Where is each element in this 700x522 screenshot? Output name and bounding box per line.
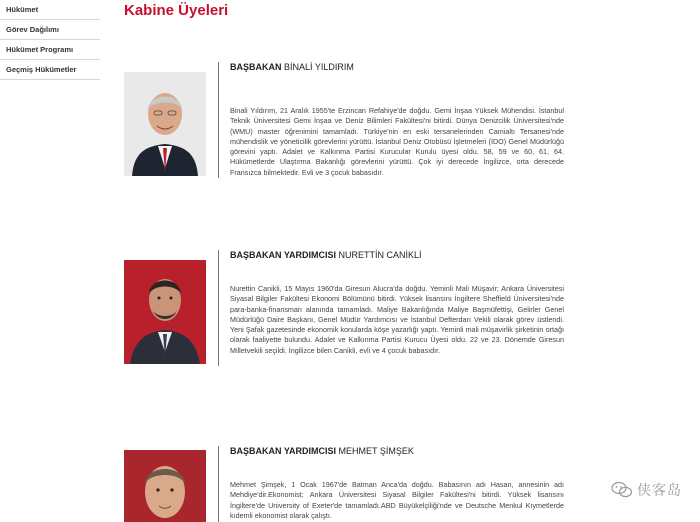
member-fullname: BİNALİ YILDIRIM	[284, 62, 354, 72]
member-fullname: MEHMET ŞİMŞEK	[338, 446, 414, 456]
watermark-text: 侠客岛	[637, 482, 682, 498]
member-bio: Binali Yıldırım, 21 Aralık 1955'te Erzincan Refahiye'de doğdu. Gemi İnşaa Yüksek Mühendisi. İstanbul Teknik Üniversitesi Gemi İnşaa ve Deniz Bilimleri Fakültesi'ni bitirdi. Dünya Denizcilik Üniversitesi'nde (WMU) master öğrenimini tamamladı. Türkiye'nin en eski tersanelerinden Camialtı Tersanesi'nde mühendislik ve yöneticilik görevlerini yürüttü. İstanbul Deniz Otobüsü İşletmeleri (İDO) Genel Müdürlüğü görevini yaptı. Adalet ve Kalkınma Partisi Kurucular Kurulu üyesi oldu. 58, 59 ve 60, 61, 64. Hükümetlerde Ulaştırma Bakanlığı görevlerini yürüttü. Çok iyi derecede İngilizce, orta derecede Fransızca bilmektedir. Evli ve 3 çocuk babasıdır.	[230, 106, 564, 177]
member-photo[interactable]	[124, 72, 206, 176]
sidebar-item-gorev-dagilimi[interactable]: Görev Dağılımı	[0, 20, 100, 40]
member-role: BAŞBAKAN	[230, 62, 282, 72]
member-fullname: NURETTİN CANİKLİ	[338, 250, 422, 260]
page-title: Kabine Üyeleri	[124, 2, 229, 19]
member-role: BAŞBAKAN YARDIMCISI	[230, 446, 337, 456]
member-photo[interactable]	[124, 260, 206, 364]
member-photo[interactable]	[124, 450, 206, 522]
member-bio: Nurettin Canikli, 15 Mayıs 1960'da Giresun Alucra'da doğdu. Yeminli Mali Müşavir; Ankara Üniversitesi Siyasal Bilgiler Fakültesi Ekonomi Bölümünü bitirdi. Yüksek lisansını İngiltere Sheffield Üniversitesi'nde para-banka-finansman alanında tamamladı. Maliye Bakanlığında Maliye Başmüfettişi, Gelirler Genel Müdürlüğü Daire Başkanı, Genel Müdür Yardımcısı ve İstanbul Defterdarı Vekili olarak görev üstlendi. Yeni Şafak gazetesinde ekonomik konularda köşe yazarlığı yaptı. Yeminli mali müşavirlik şirketinin ortağı olarak faaliyette bulundu. Adalet ve Kalkınma Partisi Kurucu Üyesi oldu. 22 ve 23. Dönemde Giresun Milletvekili seçildi. İngilizce bilen Canikli, evli ve 4 çocuk babasıdır.	[230, 284, 564, 355]
watermark	[611, 480, 682, 500]
wechat-icon	[611, 481, 633, 499]
member-name	[230, 446, 414, 456]
member-role: BAŞBAKAN YARDIMCISI	[230, 250, 337, 260]
member-divider	[218, 250, 219, 366]
member-name	[230, 250, 422, 260]
member-name	[230, 62, 354, 72]
sidebar-item-hukumet-programi[interactable]: Hükümet Programı	[0, 40, 100, 60]
member-divider	[218, 62, 219, 178]
sidebar-item-gecmis-hukumetler[interactable]: Geçmiş Hükümetler	[0, 60, 100, 80]
member-bio: Mehmet Şimşek, 1 Ocak 1967'de Batman Anca'da doğdu. Babasının adı Hasan, annesinin adı Mehdiye'dir.Ekonomist; Ankara Üniversitesi Siyasal Bilgiler Fakültesi'ni bitirdi. Yüksek lisansını İngiltere'de University of Exeter'de tamamladı.ABD Büyükelçiliği'nde ve Deutsche Menkul Kıymetlerde kıdemli ekonomist olarak çalıştı.	[230, 480, 564, 520]
sidebar-nav	[0, 0, 100, 80]
sidebar-item-hukumet[interactable]: Hükümet	[0, 0, 100, 20]
member-divider	[218, 446, 219, 522]
